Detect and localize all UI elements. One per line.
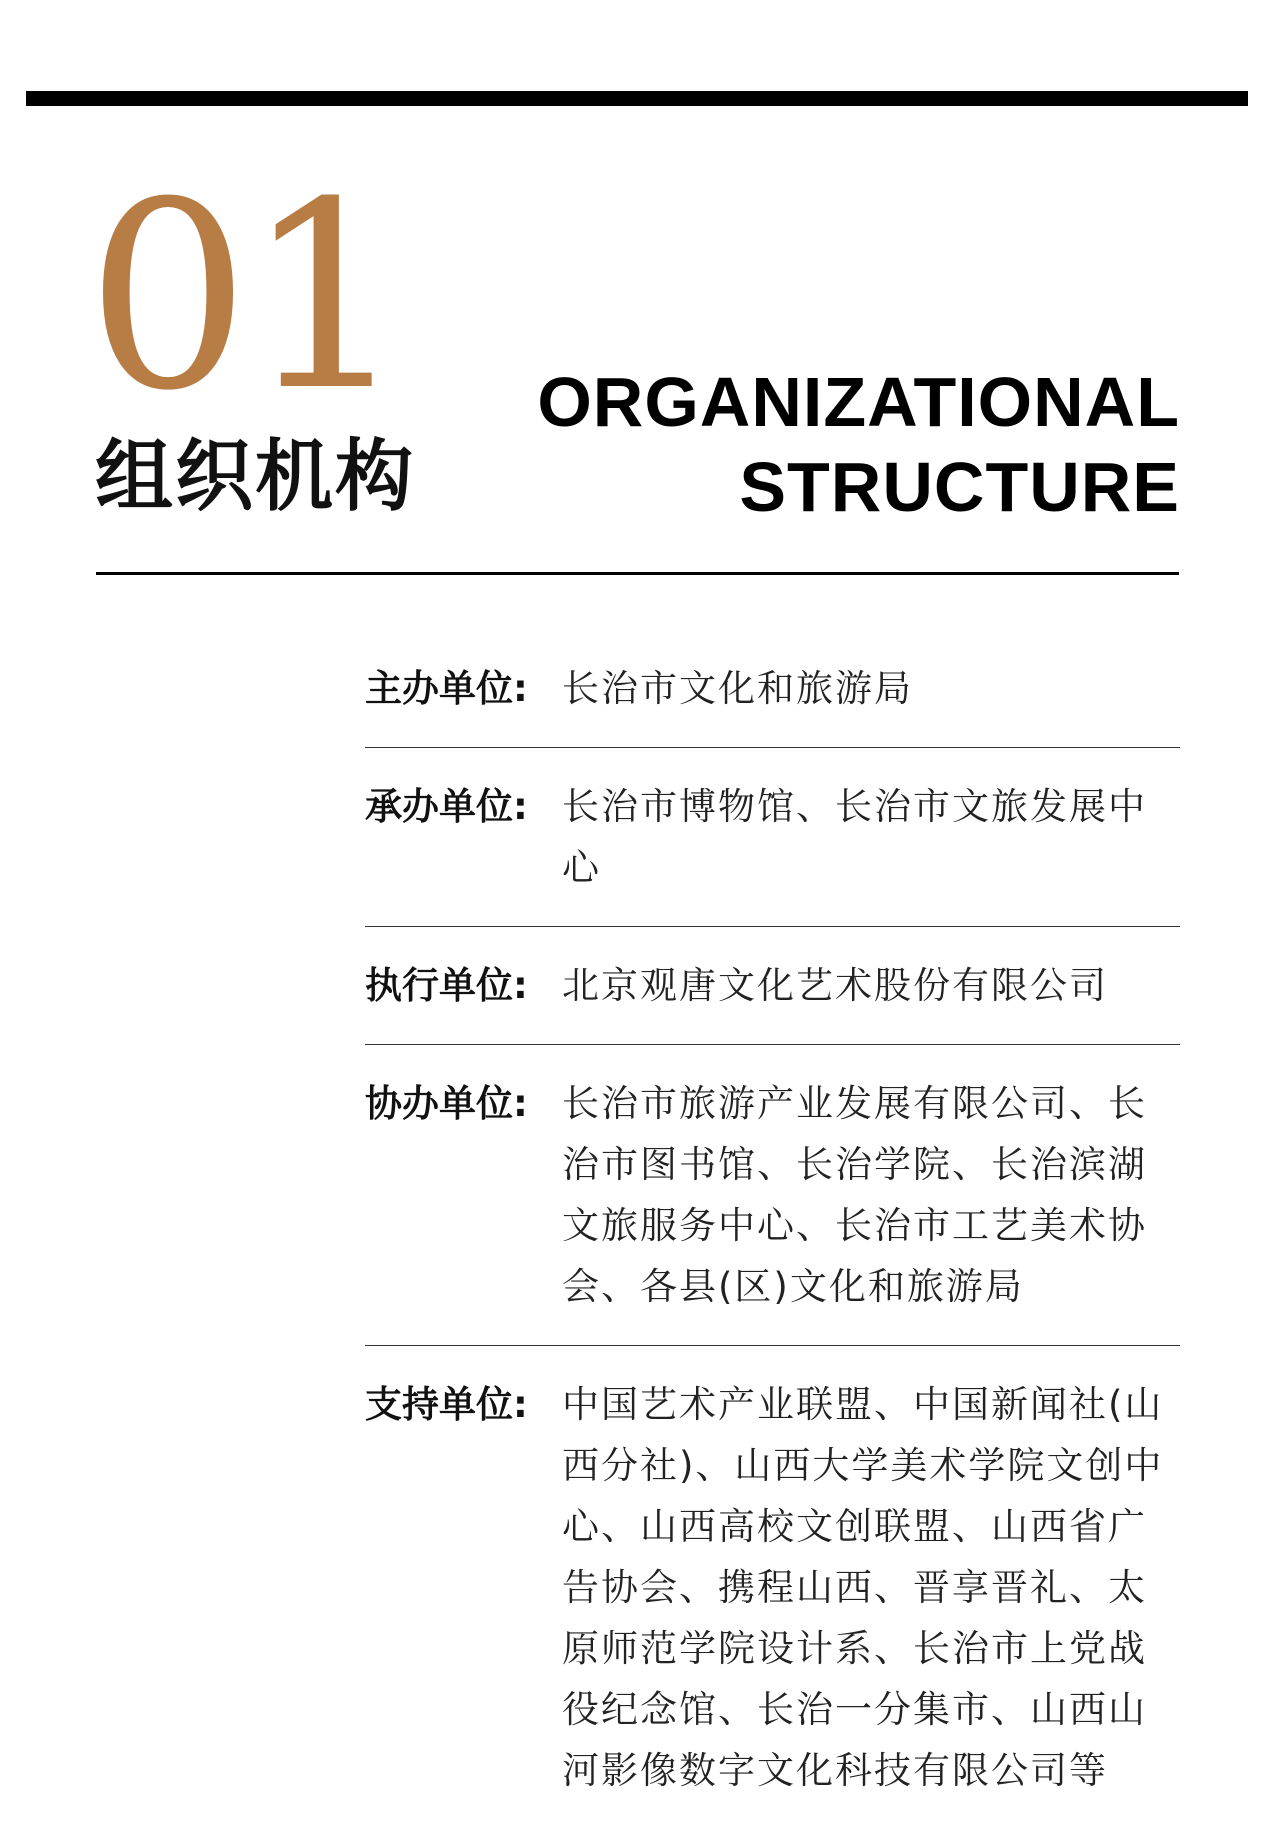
org-value: 长治市博物馆、长治市文旅发展中心 xyxy=(562,785,1147,889)
org-label: 执行单位: xyxy=(365,964,528,1007)
org-value: 长治市旅游产业发展有限公司、长治市图书馆、长治学院、长治滨湖文旅服务中心、长治市工艺美术协会、各县(区)文化和旅游局 xyxy=(562,1082,1147,1308)
org-row-host xyxy=(365,640,1180,748)
org-value: 北京观唐文化艺术股份有限公司 xyxy=(562,964,1108,1007)
org-label: 支持单位: xyxy=(365,1383,528,1426)
top-divider-bar xyxy=(26,91,1248,106)
title-en-line1: ORGANIZATIONAL xyxy=(537,363,1180,441)
organization-list xyxy=(365,640,1180,1829)
org-value: 长治市文化和旅游局 xyxy=(562,667,913,710)
org-label: 主办单位: xyxy=(365,667,528,710)
section-number: 01 xyxy=(86,147,403,447)
org-label: 承办单位: xyxy=(365,785,528,828)
header-divider xyxy=(96,572,1179,575)
org-label: 协办单位: xyxy=(365,1082,528,1125)
org-row-co-organizer xyxy=(365,1045,1180,1346)
org-row-executor xyxy=(365,927,1180,1045)
org-row-supporter xyxy=(365,1346,1180,1829)
org-row-organizer xyxy=(365,748,1180,927)
page-title-cn: 组织机构 xyxy=(95,432,416,522)
org-value: 中国艺术产业联盟、中国新闻社(山西分社)、山西大学美术学院文创中心、山西高校文创联盟、山西省广告协会、携程山西、晋享晋礼、太原师范学院设计系、长治市上党战役纪念馆、长治一分集市、山西山河影像数字文化科技有限公司等 xyxy=(562,1383,1164,1792)
title-en-line2: STRUCTURE xyxy=(739,448,1180,526)
page-title-en xyxy=(537,360,1180,530)
